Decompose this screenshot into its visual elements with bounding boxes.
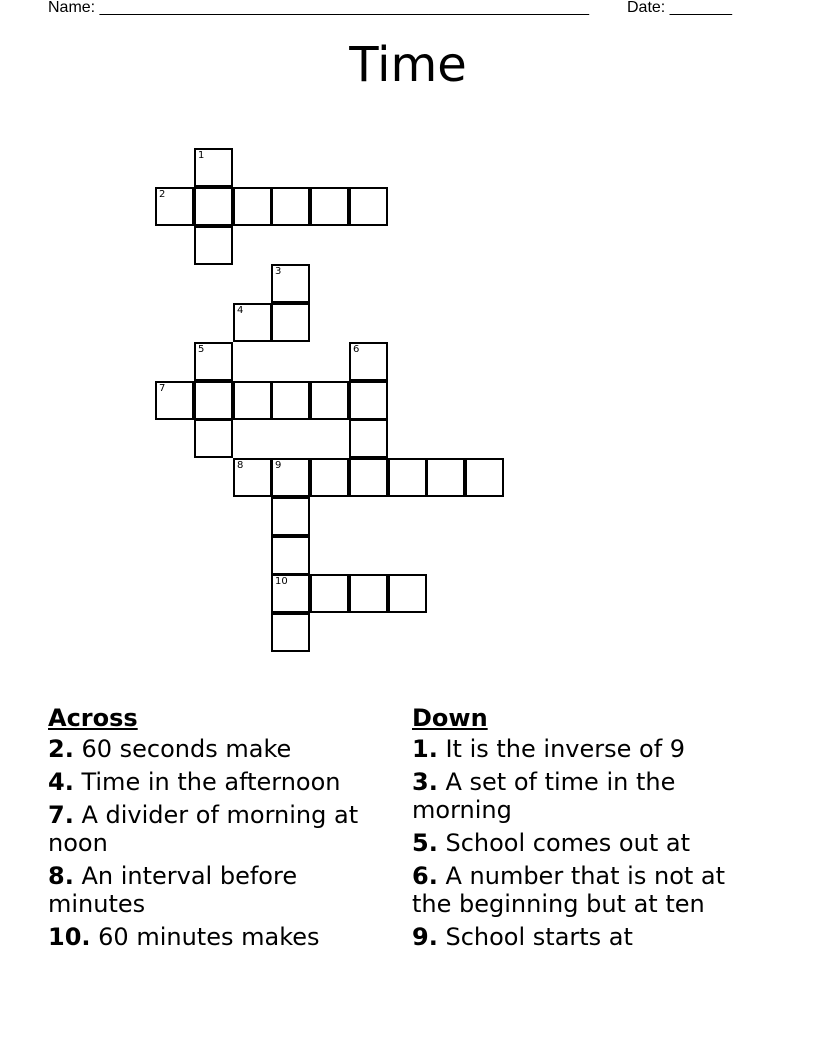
name-field[interactable]: Name: _______________________________________________________ — [48, 0, 589, 16]
clue-number-label: 5 — [198, 344, 205, 355]
clue-number-label: 10 — [275, 576, 288, 587]
crossword-cell[interactable] — [271, 613, 310, 652]
crossword-cell[interactable] — [233, 187, 272, 226]
clue-number-label: 7 — [159, 383, 166, 394]
crossword-cell[interactable] — [194, 419, 233, 458]
clue-number-label: 1 — [198, 150, 205, 161]
clue-number: 6. — [412, 862, 438, 890]
clue-number: 5. — [412, 829, 438, 857]
crossword-cell[interactable] — [271, 574, 310, 613]
clue-text: 60 seconds make — [81, 735, 292, 763]
clue-text: A number that is not at the beginning but at ten — [412, 862, 726, 918]
clue-number: 8. — [48, 862, 74, 890]
crossword-cell[interactable] — [310, 187, 349, 226]
crossword-cell[interactable] — [194, 187, 233, 226]
crossword-cell[interactable] — [465, 458, 504, 497]
clue-text: A divider of morning at noon — [48, 801, 359, 857]
crossword-cell[interactable] — [349, 419, 388, 458]
clue-number-label: 8 — [237, 460, 244, 471]
clue-text: School comes out at — [445, 829, 690, 857]
clue-text: It is the inverse of 9 — [445, 735, 686, 763]
crossword-cell[interactable] — [233, 303, 272, 342]
clue-across-10 — [48, 923, 378, 951]
crossword-cell[interactable] — [310, 458, 349, 497]
clue-down-6 — [412, 862, 772, 918]
clue-down-1 — [412, 735, 772, 763]
crossword-cell[interactable] — [271, 303, 310, 342]
crossword-cell[interactable] — [271, 458, 310, 497]
clue-across-7 — [48, 801, 378, 857]
crossword-cell[interactable] — [349, 574, 388, 613]
crossword-cell[interactable] — [349, 187, 388, 226]
crossword-cell[interactable] — [155, 381, 194, 420]
crossword-cell[interactable] — [194, 226, 233, 265]
clue-number: 3. — [412, 768, 438, 796]
clue-down-5 — [412, 829, 772, 857]
crossword-cell[interactable] — [349, 342, 388, 381]
crossword-cell[interactable] — [271, 187, 310, 226]
date-field[interactable]: Date: _______ — [627, 0, 732, 16]
crossword-cell[interactable] — [310, 381, 349, 420]
across-clues — [48, 702, 378, 956]
crossword-cell[interactable] — [194, 342, 233, 381]
down-heading: Down — [412, 704, 488, 732]
crossword-cell[interactable] — [194, 381, 233, 420]
down-clues — [412, 702, 772, 956]
clue-number: 7. — [48, 801, 74, 829]
crossword-cell[interactable] — [388, 574, 427, 613]
clue-number: 9. — [412, 923, 438, 951]
crossword-cell[interactable] — [155, 187, 194, 226]
clue-down-3 — [412, 768, 772, 824]
clue-number: 10. — [48, 923, 91, 951]
across-heading: Across — [48, 704, 138, 732]
clue-number-label: 9 — [275, 460, 282, 471]
crossword-cell[interactable] — [271, 381, 310, 420]
clue-number: 2. — [48, 735, 74, 763]
clue-text: School starts at — [445, 923, 633, 951]
crossword-cell[interactable] — [233, 458, 272, 497]
page-title: Time — [349, 37, 467, 93]
clue-across-4 — [48, 768, 378, 796]
crossword-cell[interactable] — [310, 574, 349, 613]
clue-number-label: 4 — [237, 305, 244, 316]
clue-number: 1. — [412, 735, 438, 763]
clue-text: Time in the afternoon — [81, 768, 341, 796]
clue-number-label: 2 — [159, 189, 166, 200]
clue-across-8 — [48, 862, 378, 918]
clue-across-2 — [48, 735, 378, 763]
crossword-cell[interactable] — [388, 458, 427, 497]
clue-down-9 — [412, 923, 772, 951]
clue-number-label: 3 — [275, 266, 282, 277]
clue-text: An interval before minutes — [48, 862, 298, 918]
crossword-cell[interactable] — [349, 458, 388, 497]
crossword-cell[interactable] — [271, 497, 310, 536]
clue-text: A set of time in the morning — [412, 768, 676, 824]
crossword-cell[interactable] — [426, 458, 465, 497]
crossword-cell[interactable] — [271, 536, 310, 575]
crossword-cell[interactable] — [349, 381, 388, 420]
clue-text: 60 minutes makes — [98, 923, 320, 951]
clue-number-label: 6 — [353, 344, 360, 355]
crossword-cell[interactable] — [271, 264, 310, 303]
crossword-cell[interactable] — [194, 148, 233, 187]
crossword-cell[interactable] — [233, 381, 272, 420]
clue-number: 4. — [48, 768, 74, 796]
